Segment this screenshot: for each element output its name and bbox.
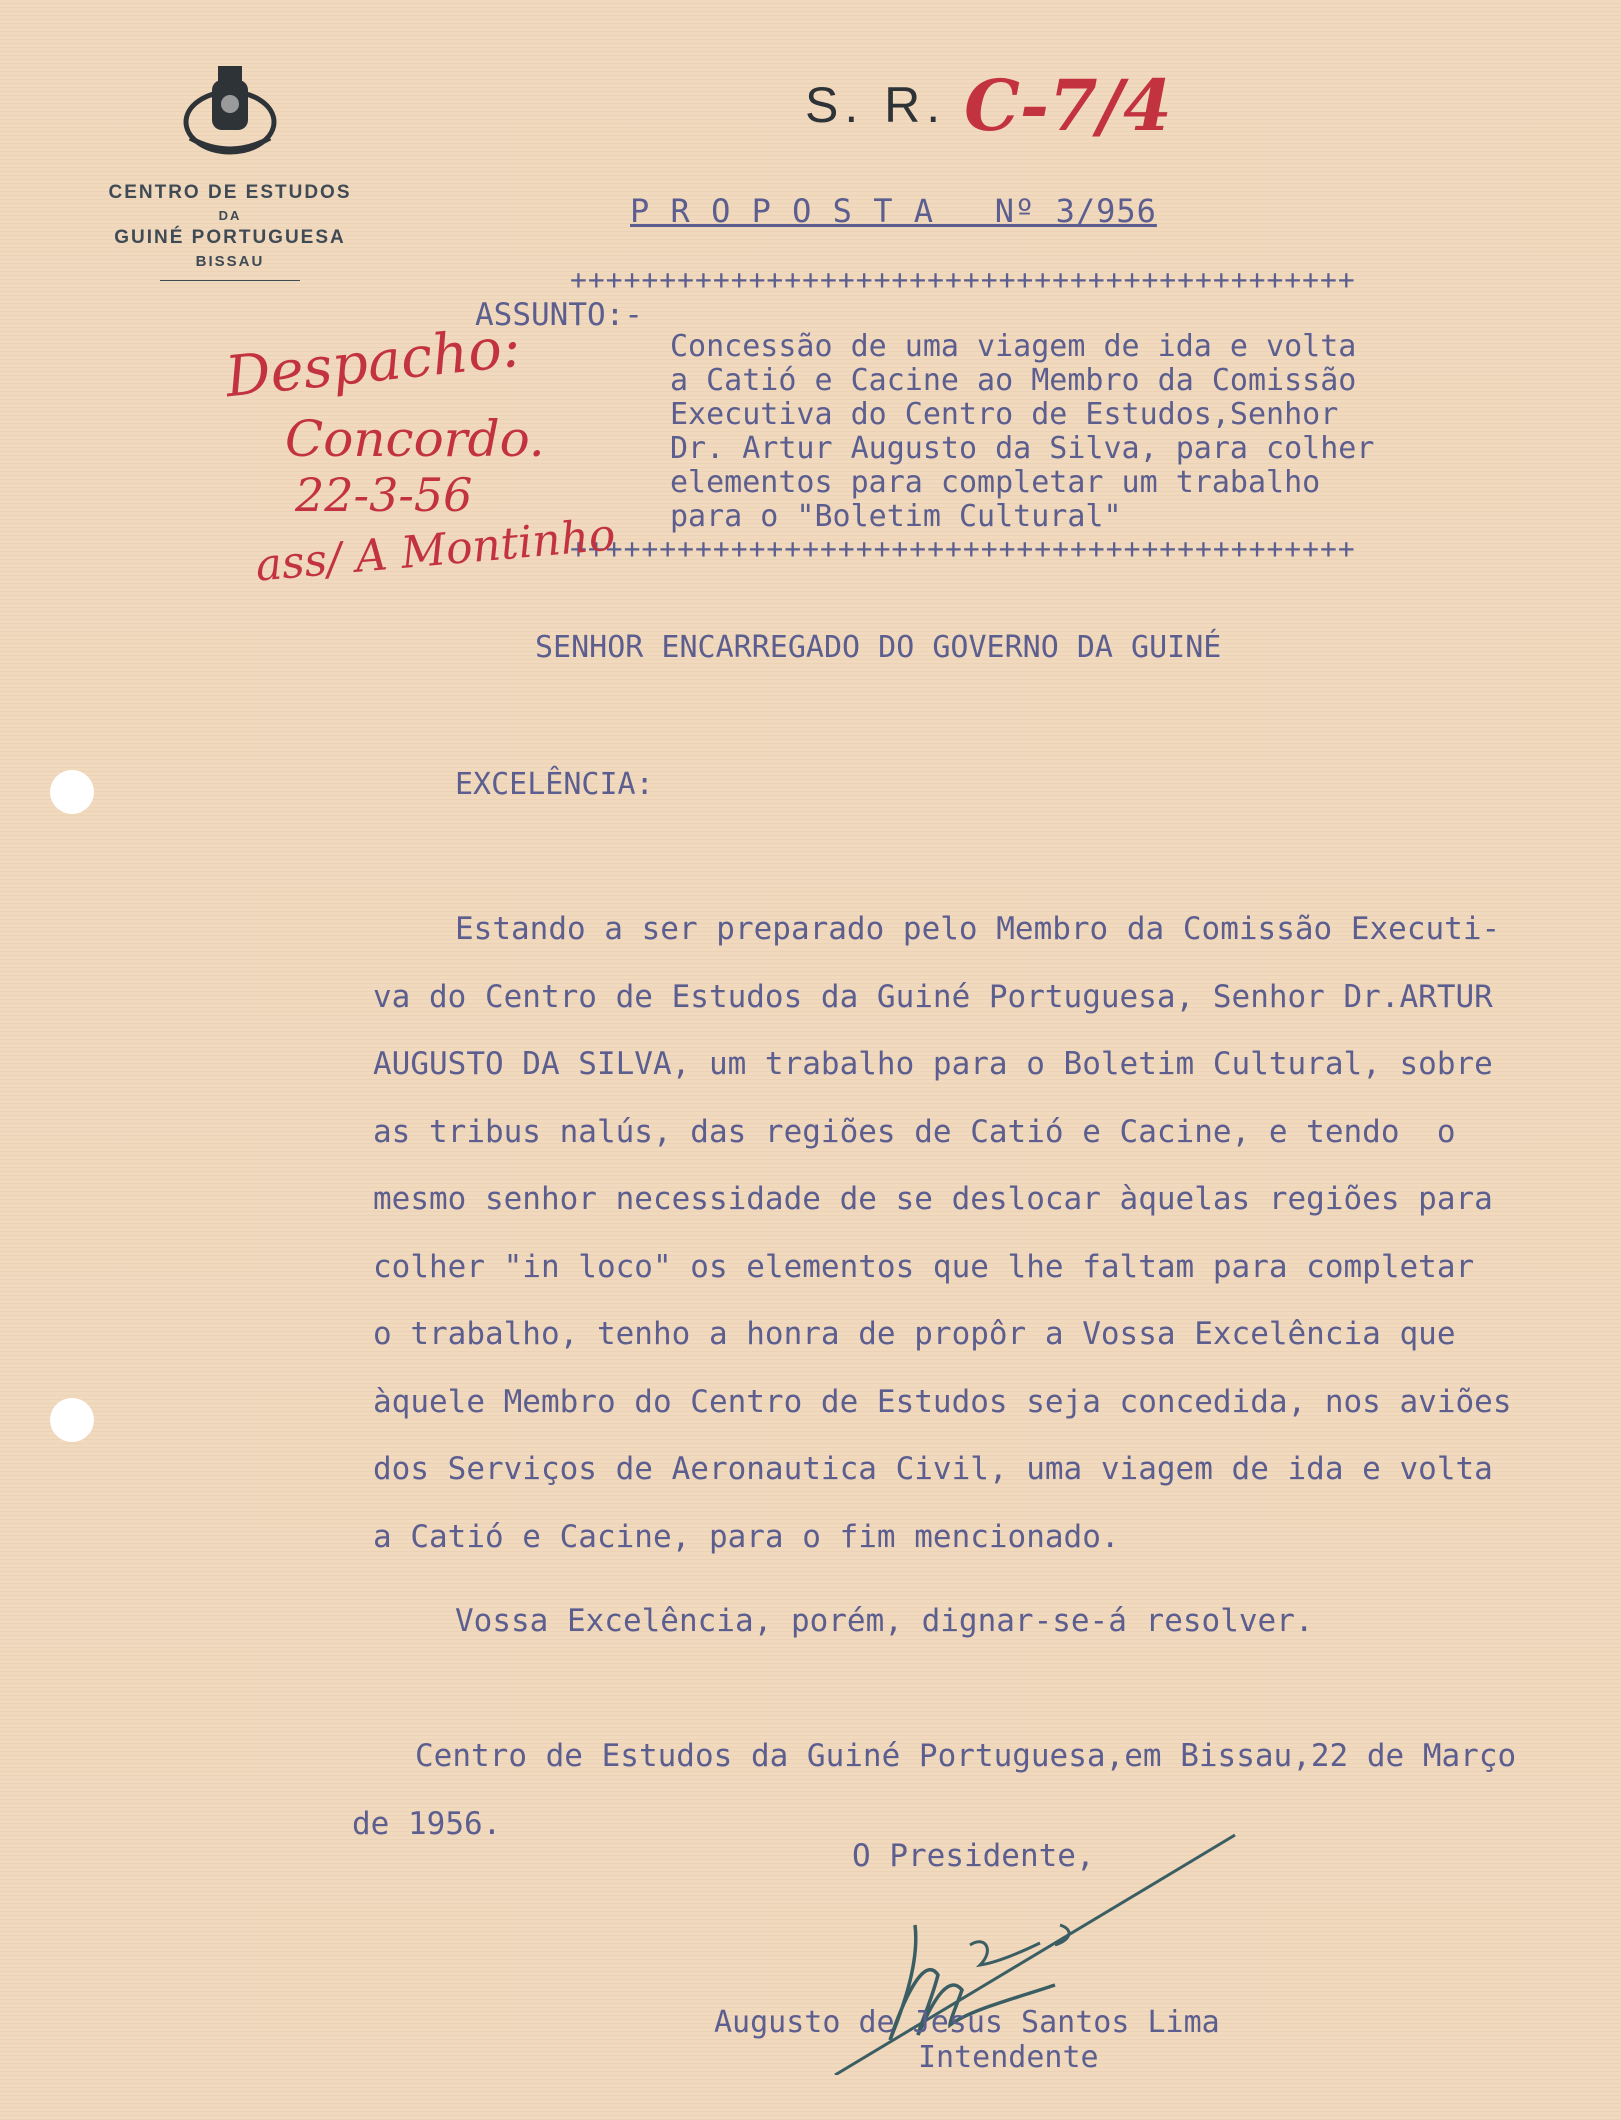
reference-handwritten: C-7/4 (964, 63, 1172, 147)
subject-line: Concessão de uma viagem de ida e volta (670, 329, 1357, 364)
body-line: colher "in loco" os elementos que lhe faltam para completar (373, 1248, 1475, 1285)
separator-bottom: ++++++++++++++++++++++++++++++++++++++++++++ (570, 532, 1356, 565)
signer-title: O Presidente, (852, 1838, 1095, 1874)
subject-text (670, 330, 1374, 534)
letterhead-underline (160, 280, 300, 281)
body-line: a Catió e Cacine, para o fim mencionado. (373, 1518, 1120, 1555)
body-line: Estando a ser preparado pelo Membro da Comissão Executi- (455, 911, 1501, 947)
despacho-line-1: Despacho: (222, 314, 524, 411)
body-line: àquele Membro do Centro de Estudos seja concedida, nos aviões (373, 1383, 1512, 1420)
closing-request: Vossa Excelência, porém, dignar-se-á resolver. (455, 1603, 1314, 1639)
place-date-line-1: Centro de Estudos da Guiné Portuguesa,em Bissau,22 de Março (415, 1738, 1517, 1774)
body-line: mesmo senhor necessidade de se deslocar àquelas regiões para (373, 1181, 1493, 1217)
place-date-line-2: de 1956. (352, 1806, 502, 1842)
punch-hole-bottom (50, 1398, 94, 1442)
body-text (373, 896, 1511, 1571)
subject-line: para o "Boletim Cultural" (670, 499, 1122, 534)
despacho-line-2: Concordo. (285, 410, 545, 468)
body-line: AUGUSTO DA SILVA, um trabalho para o Boletim Cultural, sobre (373, 1046, 1493, 1082)
signer-role: Intendente (918, 2040, 1099, 2075)
body-line: o trabalho, tenho a honra de propôr a Vossa Excelência que (373, 1316, 1456, 1352)
despacho-line-3: 22-3-56 (295, 468, 473, 522)
despacho-line-4: ass/ A Montinho (253, 509, 618, 592)
subject-label: ASSUNTO:- (475, 297, 643, 333)
coat-of-arms-icon (170, 60, 290, 160)
separator-top: ++++++++++++++++++++++++++++++++++++++++++++ (570, 263, 1356, 296)
addressee: SENHOR ENCARREGADO DO GOVERNO DA GUINÉ (535, 630, 1222, 665)
letterhead-line-3: GUINÉ PORTUGUESA (114, 227, 346, 248)
subject-line: Executiva do Centro de Estudos,Senhor (670, 397, 1339, 432)
body-line: as tribus nalús, das regiões de Catió e Cacine, e tendo o (373, 1113, 1456, 1150)
subject-line: elementos para completar um trabalho (670, 465, 1321, 500)
letterhead-line-2: DA (218, 208, 242, 223)
signer-name: Augusto de Jesus Santos Lima (714, 2005, 1220, 2040)
reference (805, 60, 1172, 150)
letterhead-line-4: BISSAU (195, 253, 265, 270)
body-line: va do Centro de Estudos da Guiné Portuguesa, Senhor Dr.ARTUR (373, 978, 1493, 1015)
letterhead (60, 60, 400, 281)
body-line: dos Serviços de Aeronautica Civil, uma viagem de ida e volta (373, 1451, 1493, 1487)
reference-prefix: S. R. (805, 77, 947, 133)
letterhead-line-1: CENTRO DE ESTUDOS (108, 182, 352, 203)
punch-hole-top (50, 770, 94, 814)
subject-line: Dr. Artur Augusto da Silva, para colher (670, 431, 1375, 466)
salutation: EXCELÊNCIA: (455, 767, 654, 802)
subject-line: a Catió e Cacine ao Membro da Comissão (670, 363, 1357, 398)
proposal-title: P R O P O S T A Nº 3/956 (630, 192, 1157, 230)
